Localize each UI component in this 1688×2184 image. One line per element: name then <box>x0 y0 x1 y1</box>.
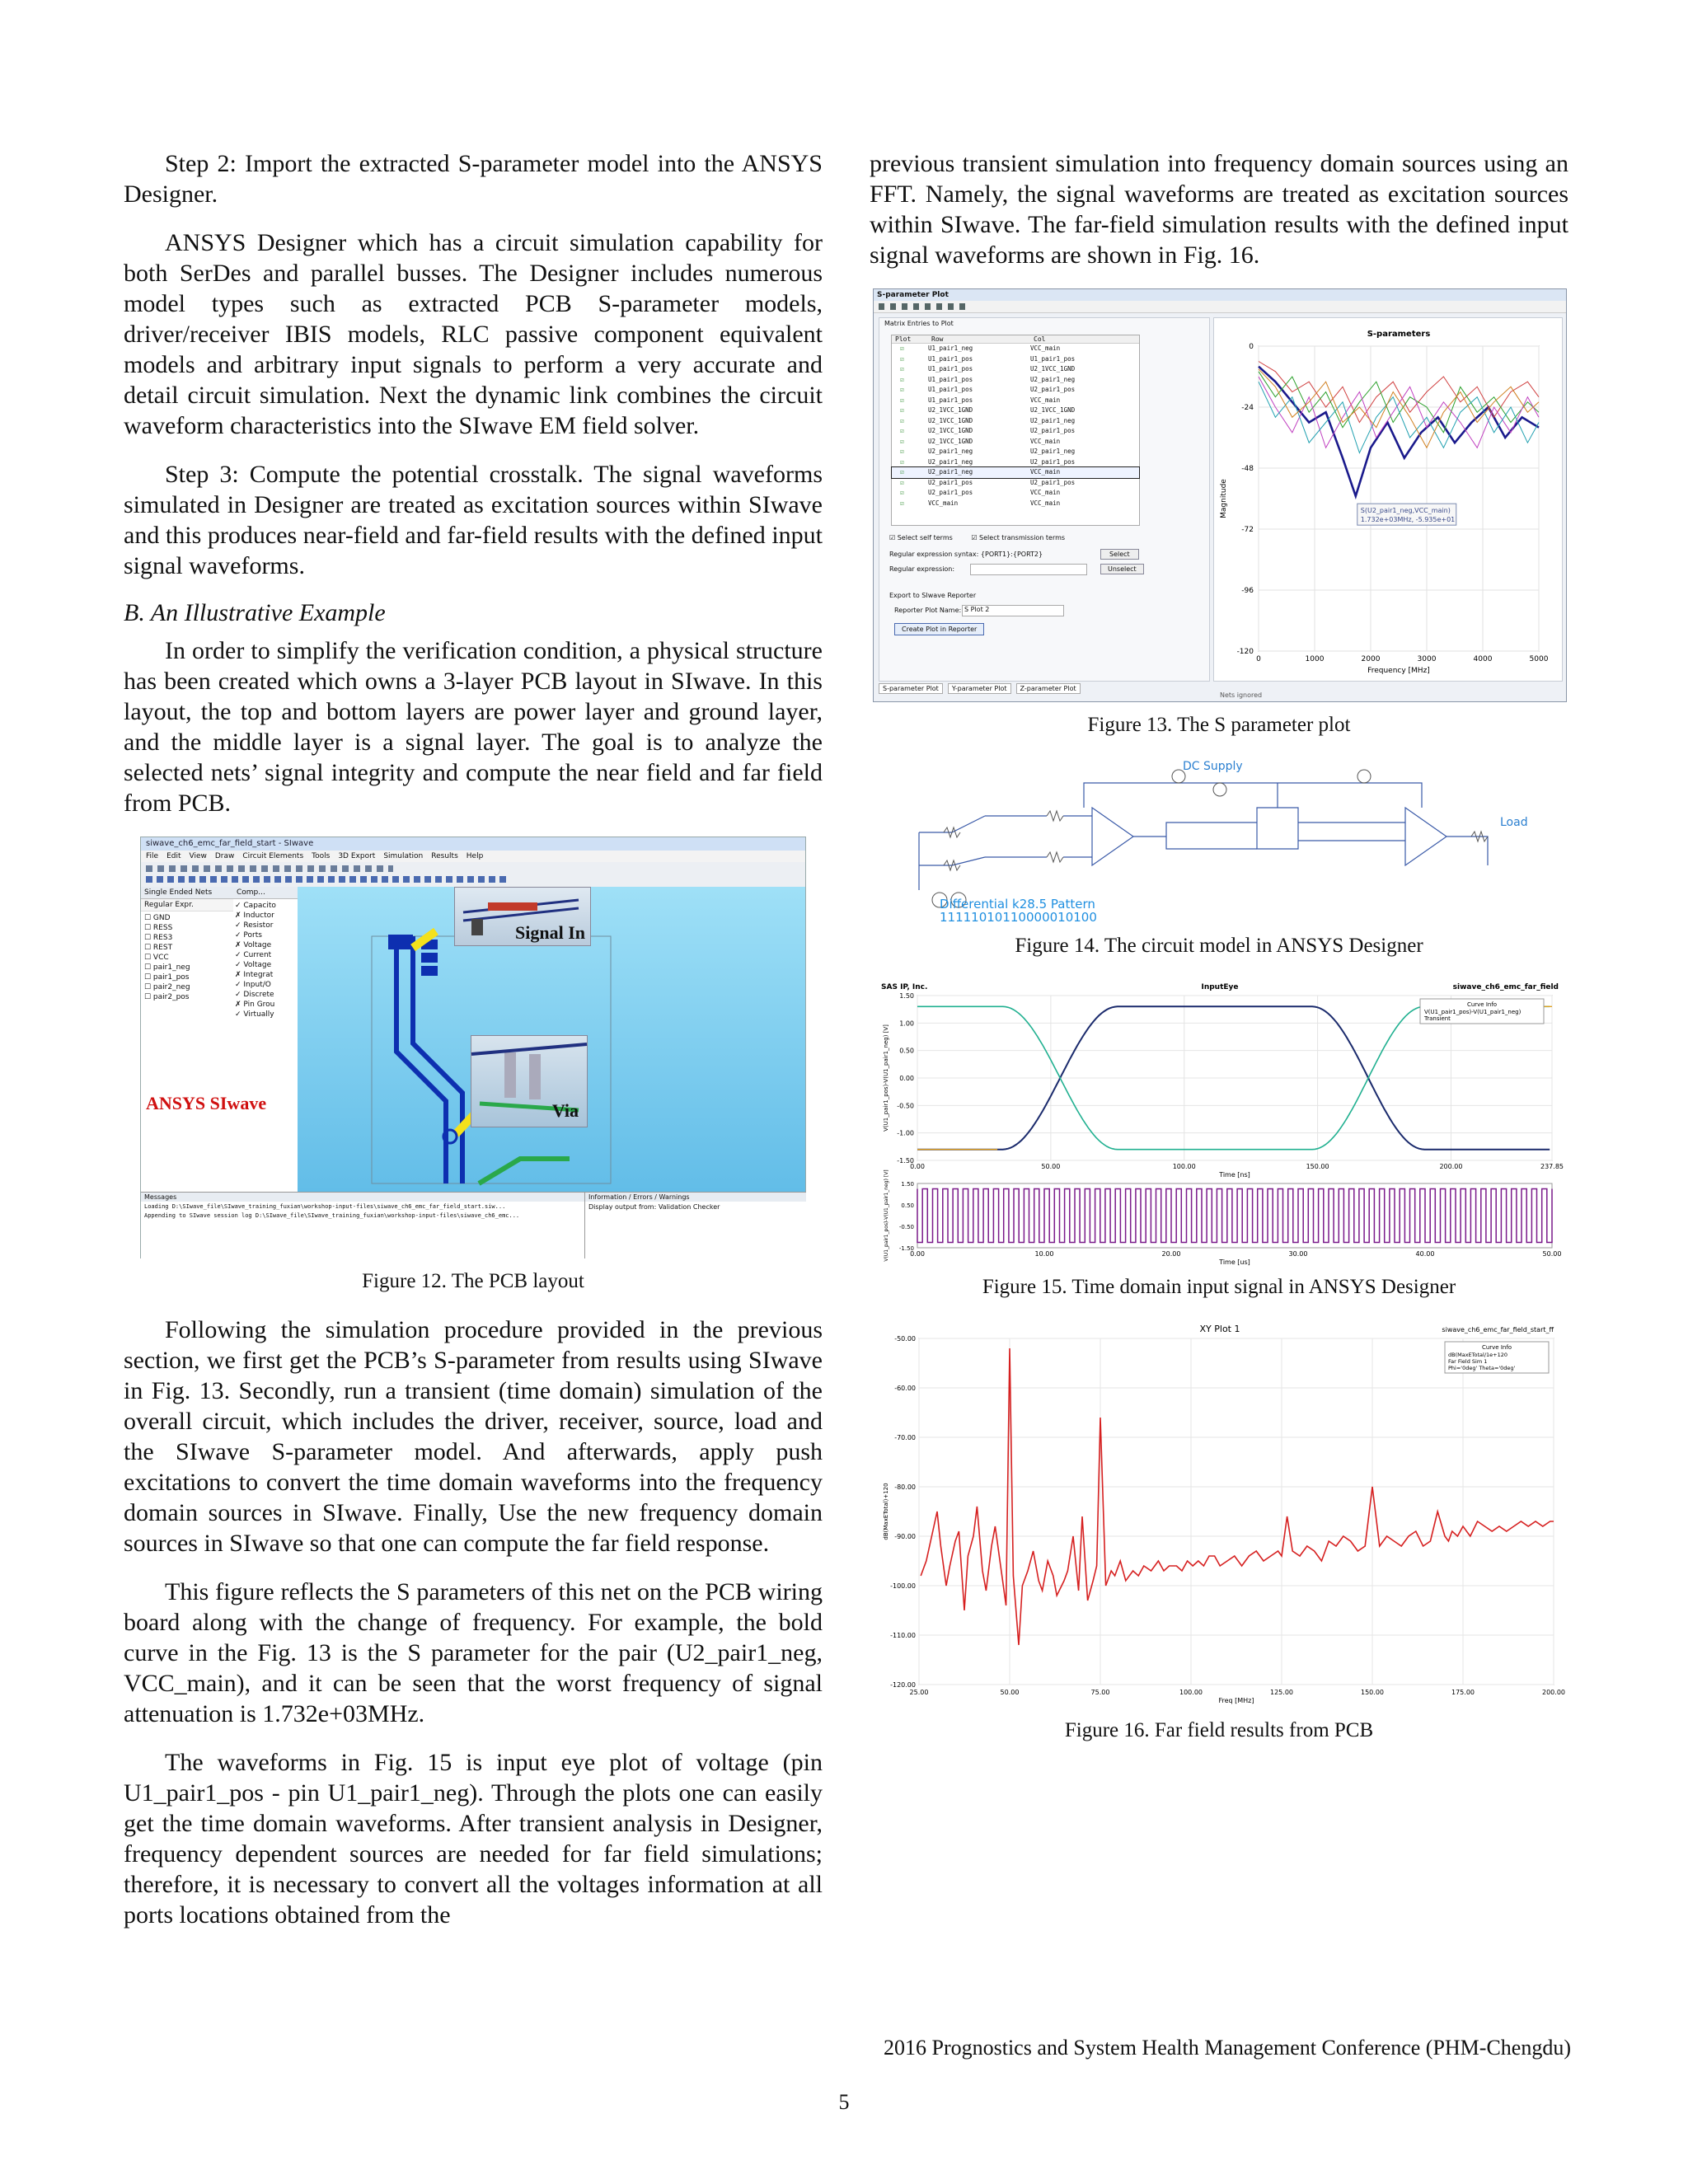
table-row[interactable] <box>892 416 1139 427</box>
y-tick-label: -0.50 <box>898 1224 914 1230</box>
legend-entry: Transient <box>1424 1015 1451 1022</box>
select-button[interactable]: Select <box>1100 549 1139 560</box>
status-text: Nets ignored <box>1220 691 1263 699</box>
plot-tab[interactable]: Z-parameter Plot <box>1016 683 1081 694</box>
x-axis-label: Freq [MHz] <box>1218 1697 1254 1704</box>
y-tick-label: -72 <box>1241 526 1254 534</box>
row-cell: U1_pair1_neg <box>928 344 973 352</box>
x-tick-label: 5000 <box>1529 655 1549 663</box>
x-tick-label: 50.00 <box>1000 1689 1020 1696</box>
matrix-label: Matrix Entries to Plot <box>884 320 954 327</box>
select-self-checkbox[interactable]: ☑ Select self terms <box>889 534 953 541</box>
siwave-menu-bar <box>141 851 805 862</box>
y-tick-label: 0.50 <box>901 1202 914 1209</box>
figure-15-eye-and-time <box>878 979 1562 1264</box>
message-line: Appending to SIwave session log D:\SIwave_file\SIwave_training_fuxian\workshop-input-files\siwave_ch6_emc... <box>144 1212 520 1219</box>
x-tick-label: 10.00 <box>1034 1250 1054 1258</box>
row-cell: U2_pair1_pos <box>928 489 973 496</box>
legend-title: Curve Info <box>1466 1001 1498 1008</box>
menu-item[interactable]: Edit <box>166 852 181 860</box>
col-cell: VCC_main <box>1030 437 1061 445</box>
x-tick-label: 100.00 <box>1172 1163 1196 1170</box>
row-cell: U2_pair1_pos <box>928 478 973 486</box>
col-cell: U2_pair1_pos <box>1030 457 1076 466</box>
x-tick-label: 150.00 <box>1361 1689 1384 1696</box>
siwave-title-bar: siwave_ch6_emc_far_field_start - SIwave <box>141 837 805 851</box>
messages-panel <box>141 1192 584 1258</box>
plot-checkbox: ☑ <box>900 457 904 466</box>
page-number: 5 <box>838 2090 850 2114</box>
net-list-item: ☐ pair2_pos <box>144 993 190 1001</box>
x-axis-label: Time [us] <box>1219 1258 1250 1266</box>
table-row[interactable] <box>892 457 1139 468</box>
chart-title: XY Plot 1 <box>1199 1324 1240 1334</box>
table-row[interactable] <box>892 354 1139 365</box>
net-list-item: ☐ RES3 <box>144 934 173 942</box>
via-label: Via <box>551 1100 579 1121</box>
plot-checkbox: ☑ <box>900 344 904 352</box>
plot-checkbox: ☑ <box>900 406 904 414</box>
menu-item[interactable]: Results <box>431 852 458 860</box>
messages-title: Messages <box>141 1193 584 1202</box>
dc-supply-label: DC Supply <box>1183 760 1243 773</box>
row-cell: U2_pair1_neg <box>928 468 973 476</box>
x-tick-label: 20.00 <box>1161 1250 1181 1258</box>
y-tick-label: -100.00 <box>890 1582 916 1590</box>
component-item: ✓ Input/O <box>235 981 271 989</box>
paragraph: previous transient simulation into frequency domain sources using an FFT. Namely, the signal waveforms are treated as excitation sources within SIwave. The far-field simulation results with the defined input signal waveforms are shown in Fig. 16. <box>870 150 1568 269</box>
y-axis-label: V(U1_pair1_pos)-V(U1_pair1_neg) [V] <box>884 1169 889 1262</box>
chart-title: InputEye <box>1201 983 1239 991</box>
row-cell: U2_pair1_neg <box>928 457 973 466</box>
col-cell: U2_pair1_neg <box>1030 416 1076 424</box>
x-tick-label: 3000 <box>1417 655 1437 663</box>
x-tick-label: 0 <box>1256 655 1261 663</box>
component-item: ✓ Discrete <box>235 991 274 999</box>
table-row[interactable] <box>892 447 1139 457</box>
menu-item[interactable]: File <box>146 852 159 860</box>
row-cell: VCC_main <box>928 499 959 507</box>
x-tick-label: 125.00 <box>1270 1689 1293 1696</box>
paragraph: This figure reflects the S parameters of this net on the PCB wiring board along with the change of frequency. For example, the bold curve in the Fig. 13 is the S parameter for the pair (U2_pair1_neg, VCC_main), and it can be seen that the worst frequency of signal attenuation is 1.732e+03MHz. <box>124 1578 823 1727</box>
figure-caption: Figure 15. Time domain input signal in ANSYS Designer <box>982 1276 1456 1298</box>
unselect-button[interactable]: Unselect <box>1100 564 1144 574</box>
row-cell: U2_pair1_neg <box>928 448 973 455</box>
pattern-title: Differential k28.5 Pattern <box>940 897 1095 912</box>
regex-input[interactable] <box>970 564 1087 575</box>
col-cell: U2_pair1_neg <box>1030 375 1076 383</box>
sparam-plot-panel <box>1213 317 1563 682</box>
figure-caption: Figure 16. Far field results from PCB <box>1064 1719 1374 1741</box>
table-row[interactable] <box>892 437 1139 448</box>
plot-checkbox: ☑ <box>900 396 904 404</box>
x-tick-label: 50.00 <box>1542 1250 1562 1258</box>
header-right: siwave_ch6_emc_far_field_start_ff <box>1442 1326 1554 1333</box>
paragraph: Step 3: Compute the potential crosstalk. The signal waveforms simulated in Designer are treated as excitation sources within SIwave and this produces near-field and far-field results with the defined input signal waveforms. <box>124 461 823 579</box>
paragraph: Following the simulation procedure provided in the previous section, we first get the PCB’s S-parameter from results using SIwave in Fig. 13. Secondly, run a transient (time domain) simulation of the overall circuit, which includes the driver, receiver, source, load and the SIwave S-parameter model. And afterwards, apply push excitations to convert the time domain waveforms into the frequency domain sources in SIwave. Finally, Use the new frequency domain sources in SIwave so that one can compute the far field response. <box>124 1316 823 1557</box>
figure-16-far-field <box>878 1320 1565 1708</box>
net-list-item: ☐ pair1_neg <box>144 963 190 972</box>
y-axis-label: V(U1_pair1_pos)-V(U1_pair1_neg) [V] <box>883 1024 889 1132</box>
col-cell: VCC_main <box>1030 468 1061 476</box>
x-axis-label: Time [ns] <box>1219 1171 1250 1179</box>
matrix-table[interactable] <box>891 335 1140 526</box>
y-tick-label: -120.00 <box>890 1681 916 1689</box>
sparameter-chart <box>1214 318 1562 681</box>
x-tick-label: 100.00 <box>1179 1689 1203 1696</box>
row-cell: U1_pair1_pos <box>928 375 973 383</box>
y-tick-label: -1.00 <box>897 1129 914 1137</box>
via-inset <box>471 1035 588 1127</box>
x-tick-label: 2000 <box>1361 655 1381 663</box>
y-tick-label: -110.00 <box>890 1632 916 1639</box>
net-list-item: ☐ pair2_neg <box>144 983 190 991</box>
siwave-label: ANSYS SIwave <box>146 1093 267 1113</box>
window-title-bar: S-parameter Plot <box>874 289 1566 301</box>
eye-diagram-chart <box>878 979 1562 1264</box>
y-tick-label: -1.50 <box>897 1157 914 1165</box>
y-tick-label: -24 <box>1241 404 1254 412</box>
x-tick-label: 175.00 <box>1451 1689 1475 1696</box>
x-tick-label: 75.00 <box>1090 1689 1110 1696</box>
y-tick-label: -1.50 <box>898 1245 914 1252</box>
info-panel <box>584 1192 806 1258</box>
toolbar <box>874 301 1566 313</box>
info-title: Information / Errors / Warnings <box>585 1193 806 1202</box>
table-header: Row <box>931 335 944 343</box>
x-tick-label: 0.00 <box>910 1250 925 1258</box>
header-right: siwave_ch6_emc_far_field <box>1452 983 1559 991</box>
table-row[interactable] <box>892 375 1139 386</box>
col-cell: U2_pair1_pos <box>1030 386 1076 393</box>
section-subheading: B. An Illustrative Example <box>124 599 386 626</box>
plot-area <box>919 1338 1554 1685</box>
x-tick-label: 50.00 <box>1041 1163 1061 1170</box>
left-column <box>124 148 823 1948</box>
plot-checkbox: ☑ <box>900 365 904 373</box>
col-cell: VCC_main <box>1030 396 1061 404</box>
table-row[interactable] <box>892 426 1139 437</box>
figure-caption: Figure 13. The S parameter plot <box>1087 714 1351 736</box>
plot-tab[interactable]: Y-parameter Plot <box>948 683 1011 694</box>
y-axis-label: dB(MaxETotal)+120 <box>883 1483 889 1540</box>
net-list-item: ☐ VCC <box>144 954 169 962</box>
table-row[interactable] <box>892 488 1139 499</box>
y-tick-label: -50.00 <box>894 1335 916 1343</box>
table-row[interactable] <box>892 396 1139 406</box>
net-list-item: ☐ GND <box>144 914 171 922</box>
col-cell: U1_pair1_pos <box>1030 354 1076 363</box>
menu-item[interactable]: Circuit Elements <box>242 852 304 860</box>
plot-tabs <box>879 683 1081 694</box>
legend-entry: V(U1_pair1_pos)-V(U1_pair1_neg) <box>1424 1009 1522 1015</box>
display-output[interactable]: Display output from: Validation Checker <box>588 1203 720 1211</box>
net-list-item: ☐ pair1_pos <box>144 973 190 982</box>
export-label: Export to SIwave Reporter <box>889 592 977 599</box>
row-cell: U1_pair1_pos <box>928 365 973 373</box>
time-plot-area <box>917 1183 1552 1248</box>
component-item: ✗ Voltage <box>235 941 272 949</box>
header-left: SAS IP, Inc. <box>881 983 928 991</box>
y-tick-label: -60.00 <box>894 1385 916 1392</box>
signal-in-label: Signal In <box>515 922 585 943</box>
plot-checkbox: ☑ <box>900 354 904 363</box>
x-tick-label: 30.00 <box>1288 1250 1308 1258</box>
y-tick-label: -90.00 <box>894 1533 916 1540</box>
plot-checkbox: ☑ <box>900 468 904 476</box>
plot-checkbox: ☑ <box>900 427 904 434</box>
legend-entry: Far Field Sim 1 <box>1448 1358 1488 1365</box>
right-column <box>870 148 1568 1764</box>
reporter-name-label: Reporter Plot Name: <box>894 607 962 614</box>
col-cell: U2_pair1_pos <box>1030 427 1076 434</box>
table-row[interactable] <box>892 405 1139 416</box>
conference-footer: 2016 Prognostics and System Health Management Conference (PHM-Chengdu) <box>883 2036 1571 2060</box>
col-cell: U2_1VCC_1GND <box>1030 365 1076 373</box>
figure-caption: Figure 14. The circuit model in ANSYS Designer <box>1015 935 1423 957</box>
net-list-panel[interactable]: Single Ended Nets Regular Expr. ☐ GND ☐ RESS ☐ RES3 ☐ REST ☐ VCC ☐ pair1_neg ☐ pair1_pos ☐ pair2_neg ☐ pair2_pos <box>141 887 234 1192</box>
table-row[interactable] <box>892 364 1139 375</box>
y-tick-label: 1.50 <box>901 1181 914 1188</box>
legend-entry: Phi='0deg' Theta='0deg' <box>1448 1365 1516 1371</box>
component-item: ✓ Resistor <box>235 921 274 930</box>
y-axis-label: Magnitude <box>1220 479 1228 518</box>
y-tick-label: -120 <box>1236 648 1254 656</box>
table-row[interactable] <box>892 467 1139 478</box>
menu-item[interactable]: Simulation <box>383 852 424 860</box>
component-item: ✓ Ports <box>235 931 262 940</box>
x-tick-label: 0.00 <box>910 1163 925 1170</box>
x-tick-label: 200.00 <box>1439 1163 1463 1170</box>
x-tick-label: 40.00 <box>1415 1250 1435 1258</box>
y-tick-label: -0.50 <box>897 1102 914 1110</box>
x-tick-label: 200.00 <box>1542 1689 1565 1696</box>
y-tick-label: 1.00 <box>899 1019 914 1028</box>
tooltip-label: S(U2_pair1_neg,VCC_main) <box>1360 507 1451 515</box>
net-list-item: ☐ RESS <box>144 924 173 932</box>
signal-in-inset <box>454 887 591 946</box>
pattern-bits: 11111010110000010100 <box>940 910 1097 925</box>
component-item: ✗ Inductor <box>235 912 274 920</box>
message-line: Loading D:\SIwave_file\SIwave_training_fuxian\workshop-input-files\siwave_ch6_emc_far_field_start.siw... <box>144 1203 506 1210</box>
load-label: Load <box>1500 816 1528 829</box>
row-cell: U2_1VCC_1GND <box>928 416 973 424</box>
legend-title: Curve Info <box>1481 1344 1512 1351</box>
col-cell: VCC_main <box>1030 344 1061 352</box>
y-tick-label: 0.50 <box>899 1047 914 1055</box>
component-item: ✓ Capacito <box>235 902 276 910</box>
y-tick-label: -70.00 <box>894 1434 916 1441</box>
create-plot-button[interactable]: Create Plot in Reporter <box>894 623 984 635</box>
table-row[interactable] <box>892 478 1139 489</box>
paragraph: ANSYS Designer which has a circuit simulation capability for both SerDes and parallel busses. The Designer includes numerous model types such as extracted PCB S-parameter models, driver/receiver IBIS models, RLC passive component equivalent models and arbitrary input signals to perform a very accurate and detail circuit simulation. Next the dynamic link combines the circuit waveform characteristics into the SIwave EM field solver. <box>124 229 823 439</box>
row-cell: U2_1VCC_1GND <box>928 427 973 434</box>
figure-13-sparameter-window <box>873 288 1567 702</box>
y-tick-label: 0.00 <box>899 1075 914 1082</box>
menu-item[interactable]: Help <box>466 852 484 860</box>
select-transmission-checkbox[interactable]: ☑ Select transmission terms <box>971 534 1066 541</box>
plot-checkbox: ☑ <box>900 478 904 486</box>
component-panel[interactable]: Comp... ✓ Capacito ✗ Inductor ✓ Resistor ✓ Ports ✗ Voltage ✓ Current ✓ Voltage ✗ Integrat ✓ Input/O ✓ Discrete ✗ Pin Grou ✓ Virtually <box>233 887 298 1192</box>
plot-checkbox: ☑ <box>900 416 904 424</box>
component-item: ✗ Pin Grou <box>235 1001 275 1009</box>
tooltip-value: 1.732e+03MHz, -5.935e+01 <box>1360 516 1456 524</box>
layout-canvas[interactable] <box>298 887 805 1192</box>
x-tick-label: 4000 <box>1473 655 1493 663</box>
plot-checkbox: ☑ <box>900 386 904 393</box>
col-cell: VCC_main <box>1030 499 1061 507</box>
paragraph: The waveforms in Fig. 15 is input eye plot of voltage (pin U1_pair1_pos - pin U1_pair1_neg). Through the plots one can easily get the time domain waveforms. After transient analysis in Designer, frequency dependent sources are needed for far field simulations; therefore, it is necessary to convert all the voltages information at all ports locations obtained from the <box>124 1749 823 1929</box>
row-cell: U1_pair1_pos <box>928 354 973 363</box>
figure-14-circuit-model <box>894 758 1554 923</box>
legend-entry: dB(MaxETotal/1e+120 <box>1448 1352 1508 1358</box>
y-tick-label: -48 <box>1241 465 1254 473</box>
y-tick-label: 1.50 <box>899 992 914 1000</box>
figure-caption: Figure 12. The PCB layout <box>362 1270 584 1292</box>
plot-checkbox: ☑ <box>900 375 904 383</box>
y-tick-label: -96 <box>1241 587 1254 595</box>
x-tick-label: 25.00 <box>909 1689 929 1696</box>
col-cell: VCC_main <box>1030 489 1061 496</box>
far-field-chart <box>878 1320 1565 1708</box>
menu-item[interactable]: Draw <box>214 852 235 860</box>
component-item: ✓ Virtually <box>235 1010 274 1019</box>
circuit-schematic <box>894 758 1554 923</box>
component-item: ✓ Voltage <box>235 961 272 969</box>
figure-12-pcb-layout <box>140 837 806 1258</box>
plot-checkbox: ☑ <box>900 448 904 455</box>
table-row[interactable] <box>892 344 1139 354</box>
plot-checkbox: ☑ <box>900 499 904 507</box>
component-item: ✗ Integrat <box>235 971 274 979</box>
x-tick-label: 1000 <box>1305 655 1325 663</box>
menu-item[interactable]: Tools <box>312 852 331 860</box>
x-tick-label: 150.00 <box>1306 1163 1329 1170</box>
component-item: ✓ Current <box>235 951 272 959</box>
regex-syntax: Regular expression syntax: {PORT1}:{PORT2} <box>889 551 1043 558</box>
matrix-panel <box>879 317 1210 682</box>
y-tick-label: -80.00 <box>894 1483 916 1491</box>
row-cell: U1_pair1_pos <box>928 386 973 393</box>
col-cell: U2_pair1_neg <box>1030 448 1076 455</box>
y-tick-label: 0 <box>1249 343 1254 351</box>
siwave-toolbar <box>141 862 805 888</box>
row-cell: U1_pair1_pos <box>928 396 973 404</box>
row-cell: U2_1VCC_1GND <box>928 437 973 445</box>
row-cell: U2_1VCC_1GND <box>928 406 973 414</box>
plot-checkbox: ☑ <box>900 437 904 445</box>
reporter-name-input[interactable]: S Plot 2 <box>962 605 1064 616</box>
menu-item[interactable]: View <box>189 852 207 860</box>
col-cell: U2_pair1_pos <box>1030 478 1076 486</box>
menu-item[interactable]: 3D Export <box>338 852 376 860</box>
chart-title: S-parameters <box>1367 330 1431 339</box>
plot-tab[interactable]: S-parameter Plot <box>879 683 943 694</box>
regex-label: Regular expression: <box>889 565 955 573</box>
table-header: Plot <box>895 335 912 343</box>
col-cell: U2_1VCC_1GND <box>1030 406 1076 414</box>
table-row[interactable] <box>892 499 1139 509</box>
net-list-item: ☐ REST <box>144 944 173 952</box>
table-header: Col <box>1034 335 1046 343</box>
plot-checkbox: ☑ <box>900 489 904 496</box>
x-tick-label: 237.85 <box>1540 1163 1564 1170</box>
x-axis-label: Frequency [MHz] <box>1367 667 1430 675</box>
table-row[interactable] <box>892 385 1139 396</box>
paragraph: Step 2: Import the extracted S-parameter model into the ANSYS Designer. <box>124 150 823 208</box>
paragraph: In order to simplify the verification condition, a physical structure has been created which owns a 3-layer PCB layout in SIwave. In this layout, the top and bottom layers are power layer and ground layer, and the middle layer is a signal layer. The goal is to analyze the selected nets’ signal integrity and compute the near field and far field from PCB. <box>124 637 823 817</box>
